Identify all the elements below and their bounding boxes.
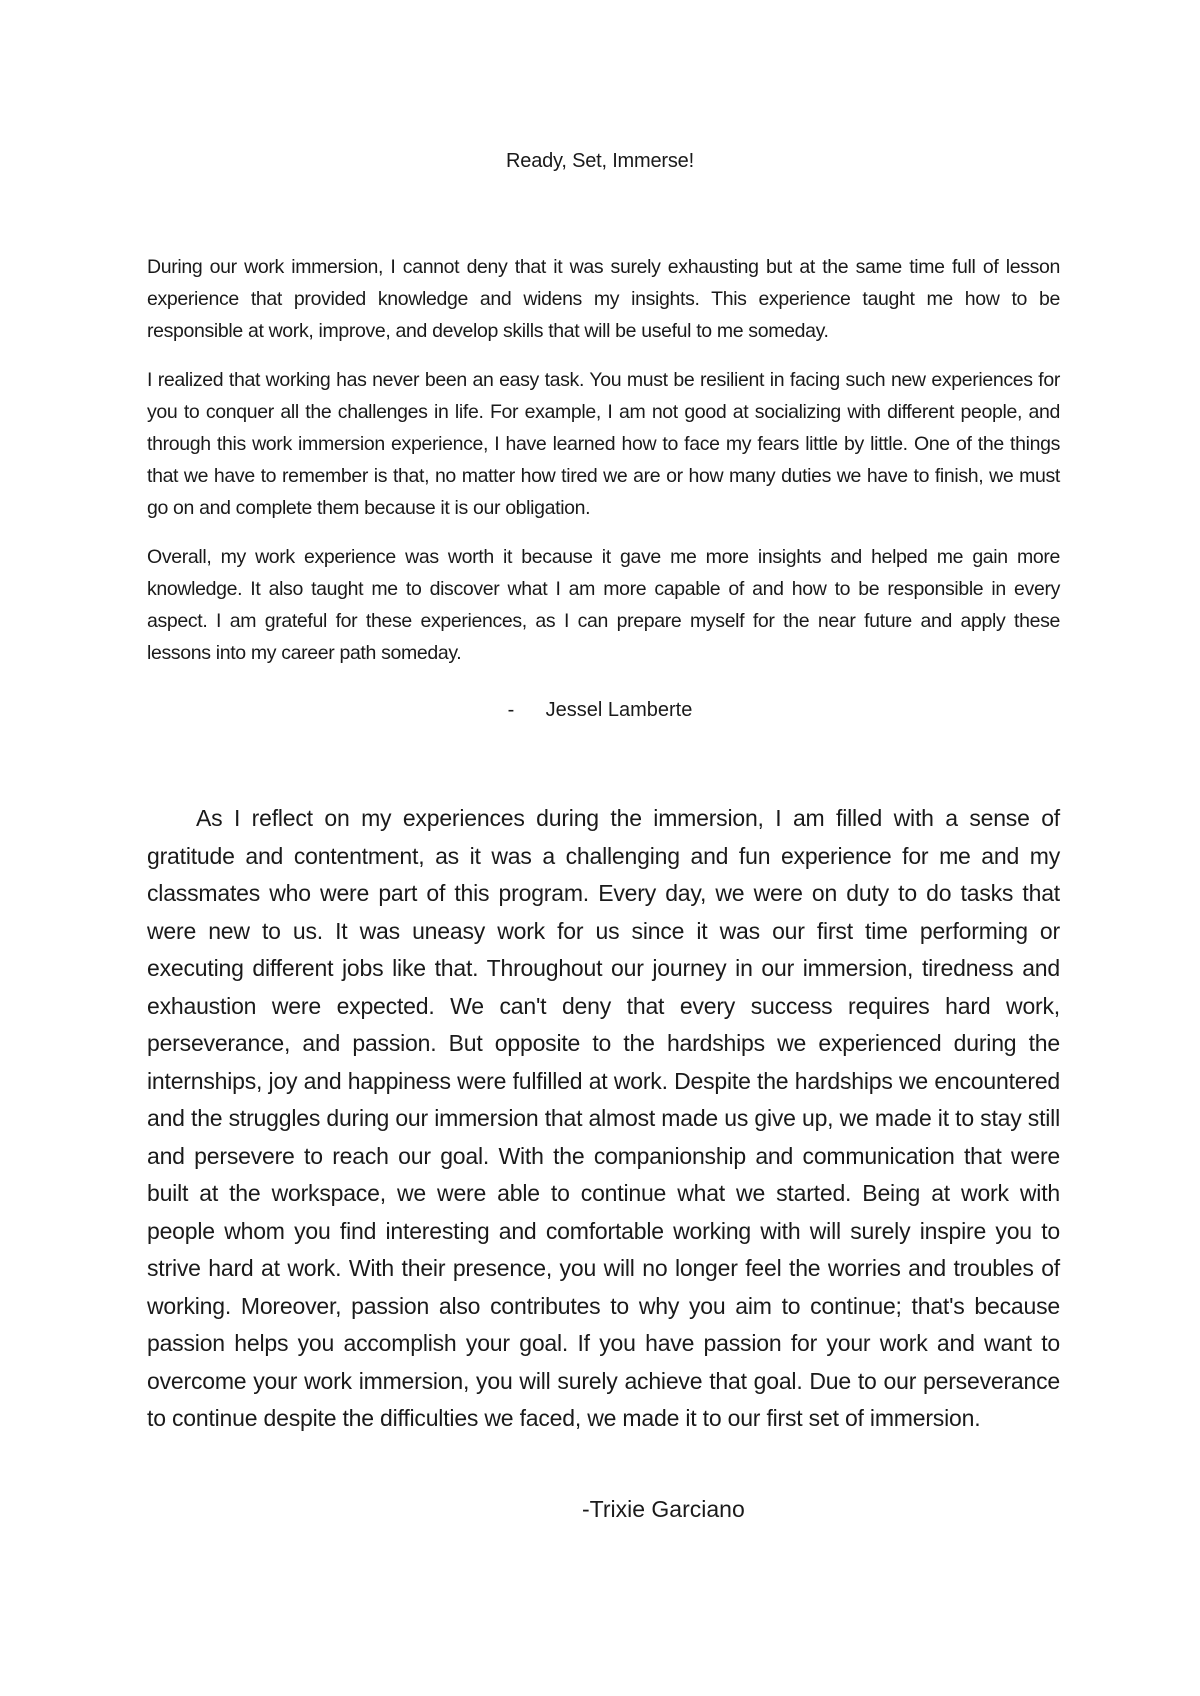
- paragraph-2: I realized that working has never been an easy task. You must be resilient in facing such new experiences for you to conquer all the challenges in life. For example, I am not good at socializing with different people, and through this work immersion experience, I have learned how to face my fears little by little. One of the things that we have to remember is that, no matter how tired we are or how many duties we have to finish, we must go on and complete them because it is our obligation.: [147, 369, 1060, 519]
- paragraph-1: During our work immersion, I cannot deny that it was surely exhausting but at the same time full of lesson experience that provided knowledge and widens my insights. This experience taught me how to be responsible at work, improve, and develop skills that will be useful to me someday.: [147, 256, 1060, 342]
- paragraph-4: As I reflect on my experiences during the immersion, I am filled with a sense of gratitude and contentment, as it was a challenging and fun experience for me and my classmates who were part of this program. Every day, we were on duty to do tasks that were new to us. It was uneasy work for us since it was our first time performing or executing different jobs like that. Throughout our journey in our immersion, tiredness and exhaustion were expected. We can't deny that every success requires hard work, perseverance, and passion. But opposite to the hardships we experienced during the internships, joy and happiness were fulfilled at work. Despite the hardships we encountered and the struggles during our immersion that almost made us give up, we made it to stay still and persevere to reach our goal. With the companionship and communication that were built at the workspace, we were able to continue what we started. Being at work with people whom you find interesting and comfortable working with will surely inspire you to strive hard at work. With their presence, you will no longer feel the worries and troubles of working. Moreover, passion also contributes to why you aim to continue; that's because passion helps you accomplish your goal. If you have passion for your work and want to overcome your work immersion, you will surely achieve that goal. Due to our perseverance to continue despite the difficulties we faced, we made it to our first set of immersion.: [147, 805, 1060, 1431]
- signature-1: [0, 696, 1200, 724]
- reflection-section-2: [147, 800, 1060, 1438]
- signature-dash: -: [507, 699, 515, 721]
- signature-name-1: Jessel Lamberte: [545, 699, 693, 721]
- paragraph-3: Overall, my work experience was worth it because it gave me more insights and helped me gain more knowledge. It also taught me to discover what I am more capable of and how to be responsible in every aspect. I am grateful for these experiences, as I can prepare myself for the near future and apply these lessons into my career path someday.: [147, 546, 1060, 664]
- signature-2: -Trixie Garciano: [582, 1496, 745, 1522]
- reflection-section-1: [147, 251, 1060, 686]
- document-title: Ready, Set, Immerse!: [506, 150, 694, 172]
